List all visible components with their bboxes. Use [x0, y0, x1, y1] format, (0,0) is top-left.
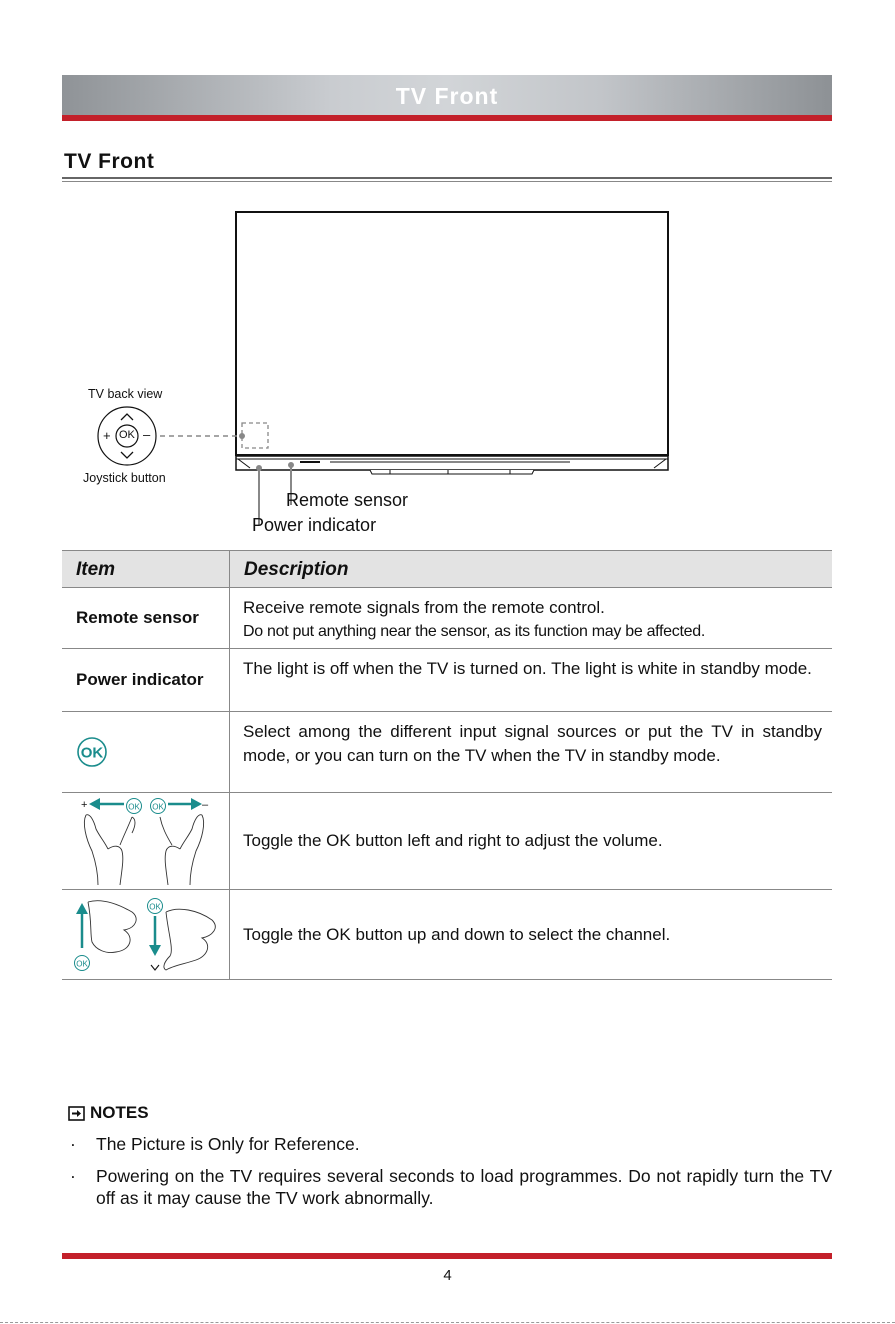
arrow-box-icon [68, 1106, 85, 1121]
note-item [62, 1133, 832, 1155]
note-item [62, 1165, 832, 1209]
row-item: Power indicator [62, 649, 230, 711]
tv-front-figure [0, 0, 895, 560]
banner-title: TV Front [395, 83, 499, 109]
svg-text:OK: OK [80, 744, 104, 762]
row-item [62, 890, 230, 979]
page-cut-line [0, 1322, 895, 1323]
back-view-label: TV back view [88, 387, 163, 401]
svg-text:–: – [202, 799, 209, 811]
table-row [62, 588, 832, 649]
tv-screen [236, 212, 668, 455]
svg-text:OK: OK [76, 959, 88, 969]
bullet: · [70, 1134, 76, 1154]
notes-heading-text: NOTES [90, 1103, 149, 1122]
joystick-minus: – [143, 427, 151, 442]
svg-text:OK: OK [149, 902, 161, 912]
hand-toggle-left-right-icon [62, 793, 230, 889]
row-description: Select among the different input signal sources or put the TV in standby mode, or you can turn on the TV when the TV in standby mode. [243, 722, 822, 765]
header-item: Item [62, 551, 230, 587]
table-row [62, 793, 832, 890]
header-description: Description [244, 559, 349, 580]
joystick-label: Joystick button [83, 471, 166, 485]
table-row [62, 712, 832, 793]
row-item [62, 712, 230, 792]
row-description: Toggle the OK button left and right to adjust the volume. [243, 831, 663, 850]
row-item [62, 793, 230, 889]
bullet: · [70, 1166, 76, 1186]
joystick-ok-label: OK [119, 429, 135, 441]
note-text: The Picture is Only for Reference. [96, 1134, 360, 1154]
row-description: Toggle the OK button up and down to select the channel. [243, 924, 671, 944]
hand-toggle-up-down-icon [62, 890, 230, 979]
notes-heading [68, 1103, 149, 1123]
ok-button-icon [76, 736, 108, 768]
joystick-plus: + [103, 428, 111, 443]
power-indicator-label: Power indicator [252, 515, 377, 535]
description-line: Receive remote signals from the remote control. [243, 598, 605, 617]
row-description: The light is off when the TV is turned on. The light is white in standby mode. [243, 659, 812, 678]
page-number: 4 [443, 1267, 452, 1284]
svg-text:OK: OK [128, 802, 140, 812]
svg-text:OK: OK [152, 802, 164, 812]
svg-text:+: + [81, 799, 88, 811]
row-description [230, 588, 832, 648]
remote-sensor-label: Remote sensor [286, 490, 409, 510]
table-header [62, 550, 832, 588]
description-line: Do not put anything near the sensor, as its function may be affected. [243, 623, 705, 640]
note-text: Powering on the TV requires several seconds to load programmes. Do not rapidly turn the TV off as it may cause the TV work abnormally. [96, 1166, 832, 1208]
section-heading: TV Front [64, 150, 155, 173]
footer-accent-bar [62, 1253, 832, 1259]
row-item: Remote sensor [62, 588, 230, 648]
item-description-table [62, 550, 832, 980]
table-row [62, 890, 832, 980]
table-row [62, 649, 832, 712]
